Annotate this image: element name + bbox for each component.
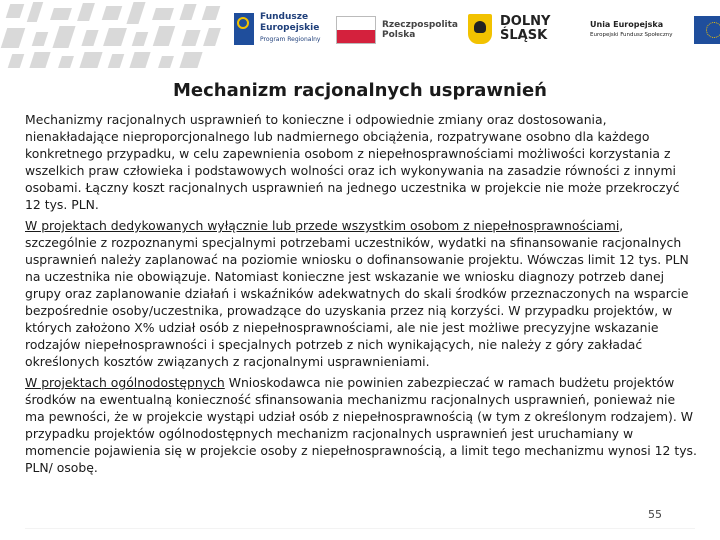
paragraph-3 (25, 374, 697, 476)
ue-line2: Europejski Fundusz Społeczny (590, 32, 673, 38)
rp-line2: Polska (382, 30, 416, 40)
fe-line2: Europejskie (260, 23, 320, 33)
dolny-slask-logo (468, 14, 570, 44)
rp-line1: Rzeczpospolita (382, 20, 458, 30)
slide-content (25, 111, 697, 476)
eu-flag-icon (694, 16, 720, 44)
footer-divider (25, 528, 695, 529)
ue-line1: Unia Europejska (590, 20, 664, 29)
fe-line1: Fundusze (260, 12, 309, 22)
rzeczpospolita-polska-logo (336, 16, 458, 44)
fundusze-europejskie-logo (234, 12, 320, 45)
fe-flag-icon (234, 13, 254, 45)
ds-line2: ŚLĄSK (500, 28, 548, 43)
decorative-pattern (0, 0, 225, 72)
paragraph-2-underlined: W projektach dedykowanych wyłącznie lub przede wszystkim osobom z niepełnosprawnościami (25, 218, 620, 233)
paragraph-3-rest: Wnioskodawca nie powinien zabezpieczać w ramach budżetu projektów środków na ewentualną konieczność sfinansowania mechanizmu racjonalnych usprawnień, ponieważ nie ma pewności, że w projekcie wystąpi udział osób z niepełnosprawnością (w tym z określonym rodzajem). W przypadku projektów ogólnodostępnych mechanizm racjonalnych usprawnień jest uruchamiany w momencie pojawienia się w projekcie osoby z niepełnosprawnością, a limit tego mechanizmu wynosi 12 tys. PLN/ osobę. (25, 375, 697, 475)
eagle-shield-icon (468, 14, 492, 44)
unia-europejska-logo (590, 16, 720, 44)
paragraph-3-underlined: W projektach ogólnodostępnych (25, 375, 225, 390)
paragraph-2 (25, 217, 697, 370)
page-number: 55 (648, 508, 662, 521)
paragraph-2-rest: , szczególnie z rozpoznanymi specjalnymi potrzebami uczestników, wydatki na sfinansowanie racjonalnych usprawnień należy zaplanować na poziomie wniosku o dofinansowanie projektu. Wówczas limit 12 tys. PLN na uczestnika nie obowiązuje. Natomiast konieczne jest wskazanie we wniosku diagnozy potrzeb danej grupy oraz zaplanowanie działań i wskaźników adekwatnych do skali środków przeznaczonych na wsparcie bezpośrednie osoby/uczestnika, prowadzące do uzyskania przez nią korzyści. W przypadku projektów, w których założono X% udział osób z niepełnosprawnościami, ale nie jest możliwe precyzyjne wskazanie rodzajów niepełnosprawności i specjalnych potrzeb z nich wynikających, nie należy z góry zakładać określonych kosztów związanych z racjonalnymi usprawnieniami. (25, 218, 689, 369)
fe-line3: Program Regionalny (260, 36, 321, 43)
polish-flag-icon (336, 16, 376, 44)
paragraph-1: Mechanizmy racjonalnych usprawnień to konieczne i odpowiednie zmiany oraz dostosowania, nienakładające nieproporcjonalnego lub nadmiernego obciążenia, rozpatrywane osobno dla każdego konkretnego przypadku, w celu zapewnienia osobom z niepełnosprawnościami możliwości korzystania z wszelkich praw człowieka i podstawowych wolności oraz ich wykonywania na zasadzie równości z innymi osobami. Łączny koszt racjonalnych usprawnień na jednego uczestnika w projekcie nie może przekroczyć 12 tys. PLN. (25, 112, 680, 212)
ds-line1: DOLNY (500, 14, 551, 29)
logo-bar (228, 2, 720, 72)
slide-title: Mechanizm racjonalnych usprawnień (173, 80, 547, 101)
